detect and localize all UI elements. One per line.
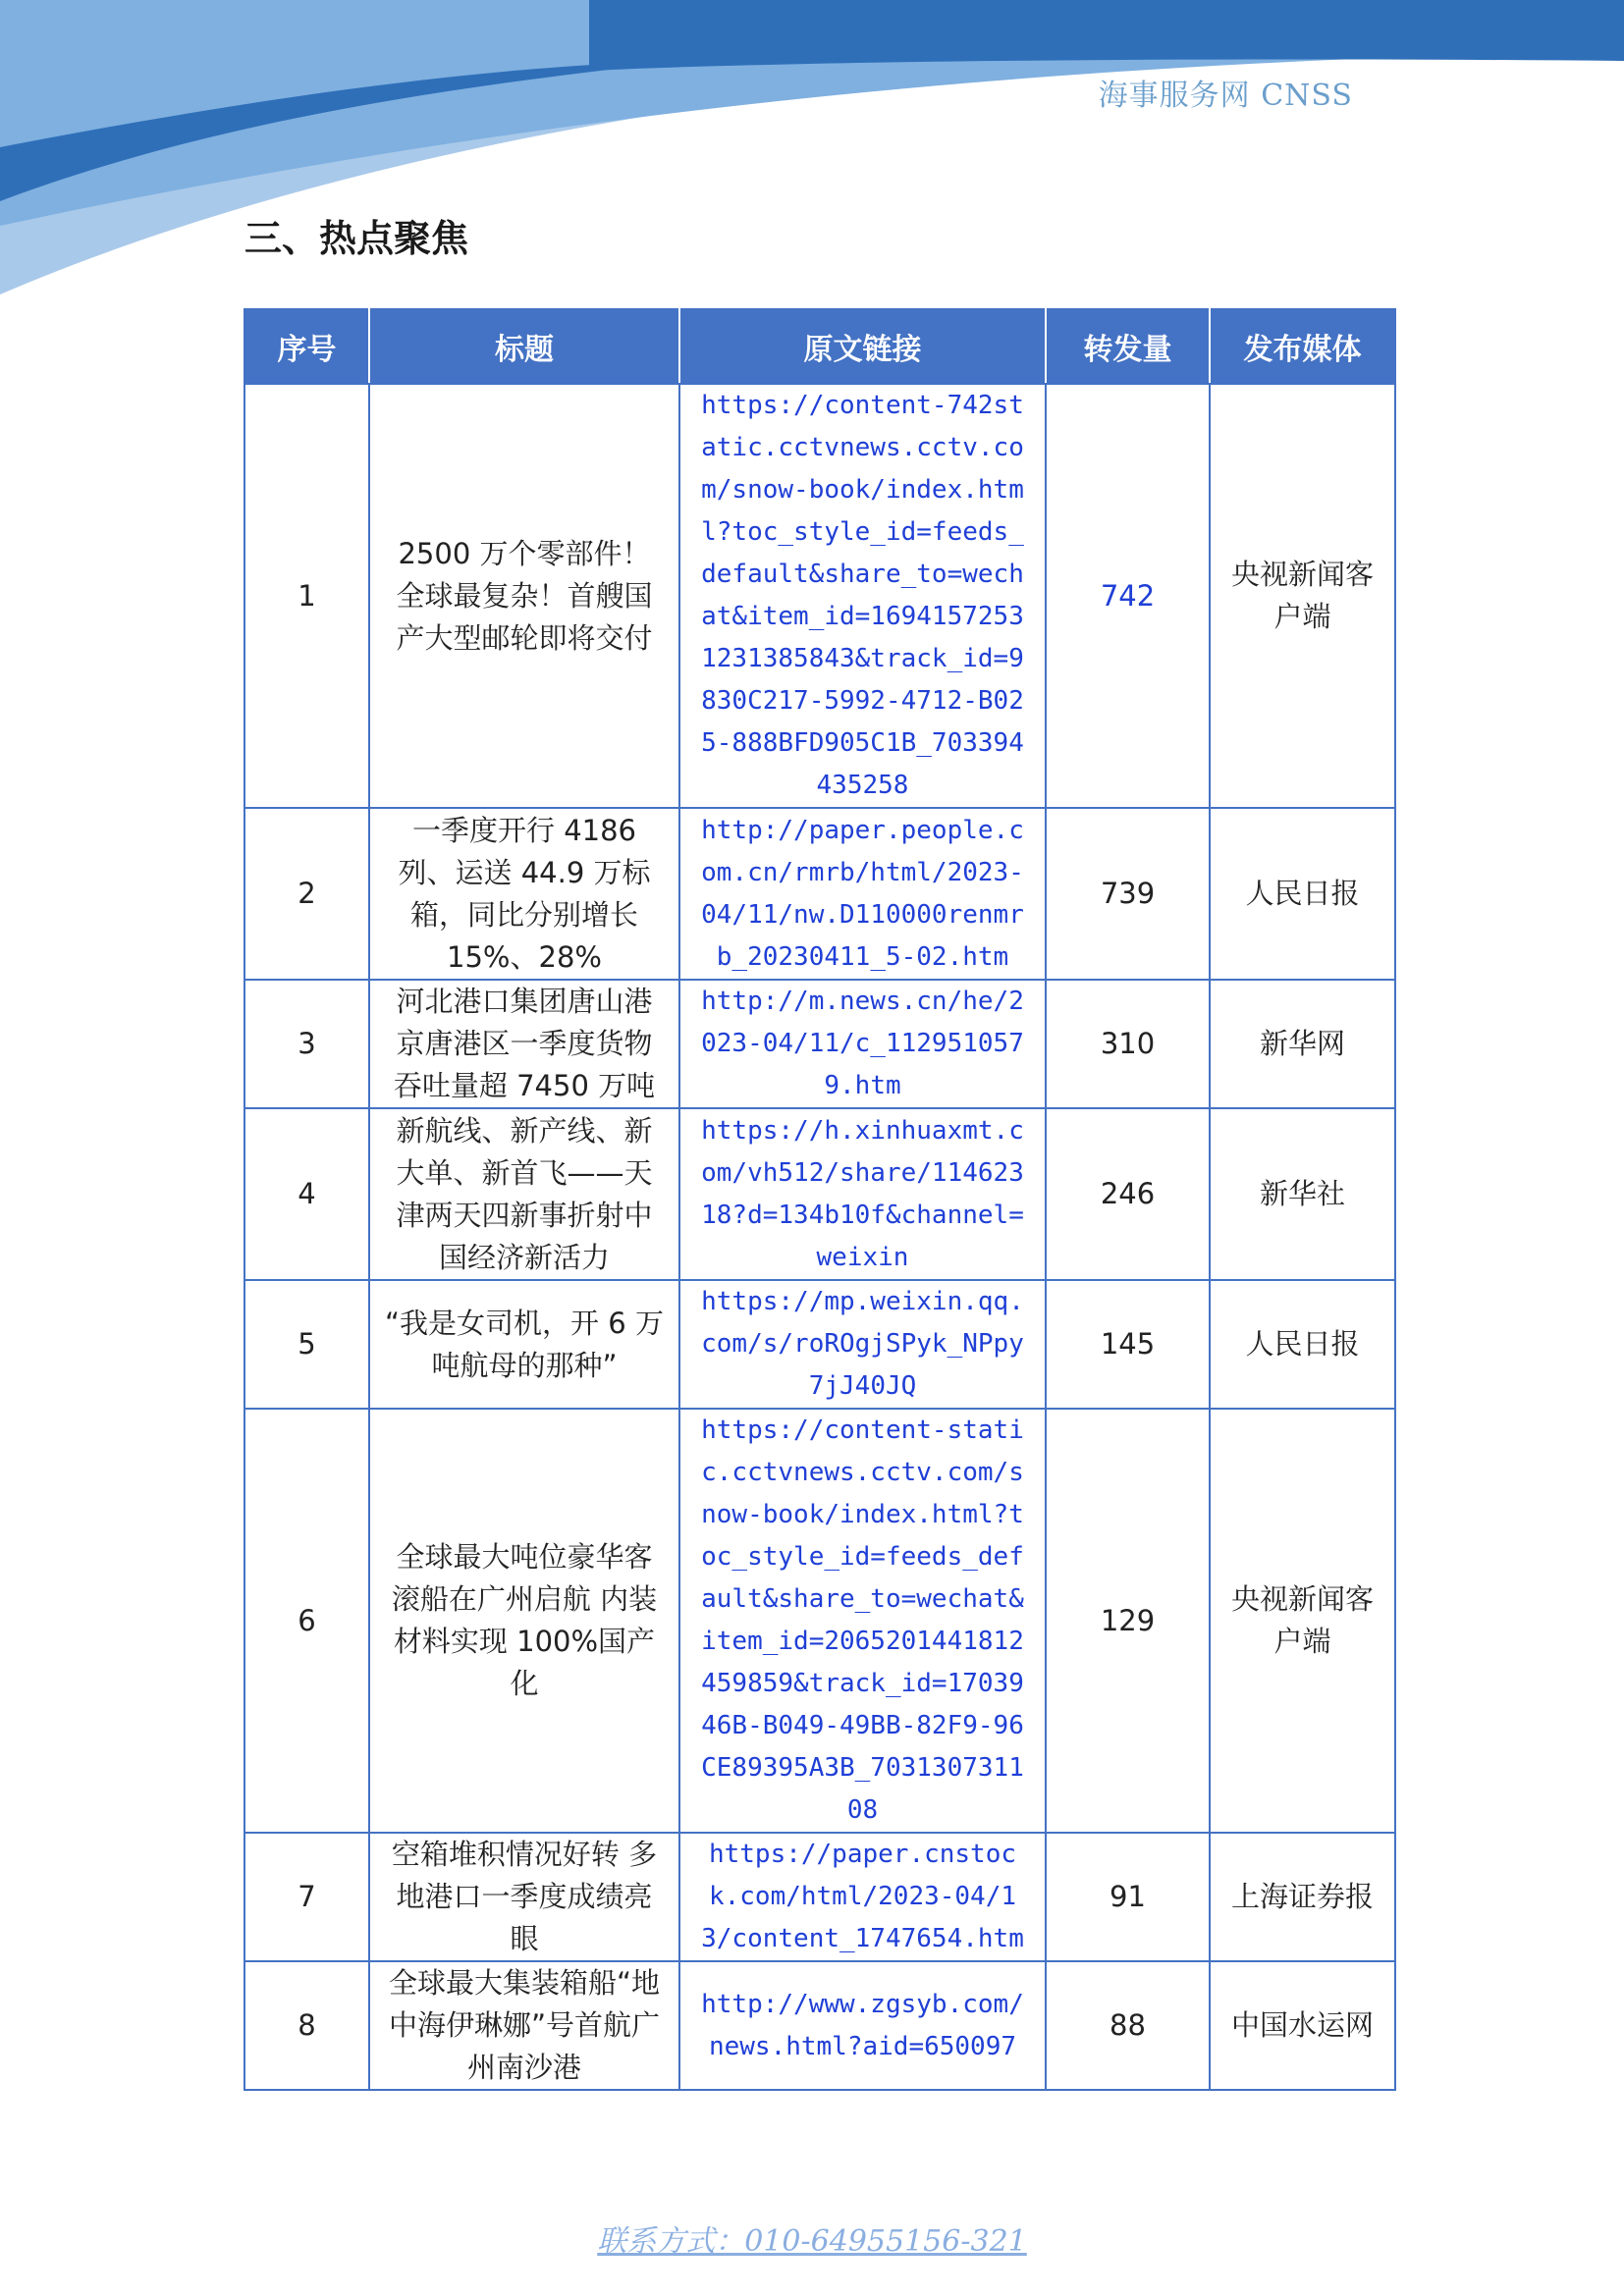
article-link[interactable]: http://www.zgsyb.com/news.html?aid=650097 [679, 1961, 1046, 2090]
row-number: 2 [244, 808, 369, 980]
article-link[interactable]: https://content-static.cctvnews.cctv.com/snow-book/index.html?toc_style_id=feeds_default&share_to=wechat&item_id=2065201441812459859&track_id=1703946B-B049-49BB-82F9-96CE89395A3B_703130731108 [679, 1409, 1046, 1833]
row-number: 1 [244, 384, 369, 808]
publisher: 央视新闻客户端 [1210, 384, 1395, 808]
share-count: 739 [1046, 808, 1210, 980]
publisher: 上海证券报 [1210, 1833, 1395, 1961]
row-number: 6 [244, 1409, 369, 1833]
article-title: 全球最大吨位豪华客滚船在广州启航 内装材料实现 100%国产化 [369, 1409, 679, 1833]
table-row [244, 1833, 1395, 1961]
publisher: 人民日报 [1210, 1280, 1395, 1409]
table-row [244, 980, 1395, 1108]
article-link[interactable]: http://paper.people.com.cn/rmrb/html/2023-04/11/nw.D110000renmrb_20230411_5-02.htm [679, 808, 1046, 980]
column-header-title: 标题 [369, 309, 679, 384]
table-row [244, 808, 1395, 980]
article-title: “我是女司机，开 6 万吨航母的那种” [369, 1280, 679, 1409]
article-title: 2500 万个零部件！全球最复杂！首艘国产大型邮轮即将交付 [369, 384, 679, 808]
article-link[interactable]: http://m.news.cn/he/2023-04/11/c_1129510579.htm [679, 980, 1046, 1108]
publisher: 新华网 [1210, 980, 1395, 1108]
share-count: 91 [1046, 1833, 1210, 1961]
table-row [244, 1409, 1395, 1833]
row-number: 4 [244, 1108, 369, 1280]
share-count: 88 [1046, 1961, 1210, 2090]
row-number: 7 [244, 1833, 369, 1961]
brand-name: 海事服务网 CNSS [1098, 79, 1353, 113]
column-header-shares: 转发量 [1046, 309, 1210, 384]
section-title: 三、热点聚焦 [244, 217, 469, 260]
table-header-row [244, 309, 1395, 384]
table-row [244, 1280, 1395, 1409]
share-count: 742 [1046, 384, 1210, 808]
share-count: 246 [1046, 1108, 1210, 1280]
share-count: 145 [1046, 1280, 1210, 1409]
hot-topics-table [244, 308, 1396, 2091]
table-row [244, 1108, 1395, 1280]
article-link[interactable]: https://content-742static.cctvnews.cctv.com/snow-book/index.html?toc_style_id=feeds_default&share_to=wechat&item_id=16941572531231385843&track_id=9830C217-5992-4712-B025-888BFD905C1B_703394435258 [679, 384, 1046, 808]
share-count: 310 [1046, 980, 1210, 1108]
publisher: 中国水运网 [1210, 1961, 1395, 2090]
publisher: 央视新闻客户端 [1210, 1409, 1395, 1833]
share-count: 129 [1046, 1409, 1210, 1833]
publisher: 新华社 [1210, 1108, 1395, 1280]
article-title: 一季度开行 4186 列、运送 44.9 万标箱，同比分别增长 15%、28% [369, 808, 679, 980]
article-title: 全球最大集装箱船“地中海伊琳娜”号首航广州南沙港 [369, 1961, 679, 2090]
column-header-link: 原文链接 [679, 309, 1046, 384]
article-title: 空箱堆积情况好转 多地港口一季度成绩亮眼 [369, 1833, 679, 1961]
article-title: 新航线、新产线、新大单、新首飞——天津两天四新事折射中国经济新活力 [369, 1108, 679, 1280]
row-number: 3 [244, 980, 369, 1108]
article-link[interactable]: https://paper.cnstock.com/html/2023-04/13/content_1747654.htm [679, 1833, 1046, 1961]
article-title: 河北港口集团唐山港京唐港区一季度货物吞吐量超 7450 万吨 [369, 980, 679, 1108]
row-number: 8 [244, 1961, 369, 2090]
article-link[interactable]: https://h.xinhuaxmt.com/vh512/share/11462318?d=134b10f&channel=weixin [679, 1108, 1046, 1280]
column-header-no: 序号 [244, 309, 369, 384]
table-row [244, 1961, 1395, 2090]
publisher: 人民日报 [1210, 808, 1395, 980]
table-row [244, 384, 1395, 808]
column-header-media: 发布媒体 [1210, 309, 1395, 384]
contact-footer: 联系方式：010-64955156-321 [597, 2224, 1027, 2259]
row-number: 5 [244, 1280, 369, 1409]
article-link[interactable]: https://mp.weixin.qq.com/s/roROgjSPyk_NPpy7jJ40JQ [679, 1280, 1046, 1409]
